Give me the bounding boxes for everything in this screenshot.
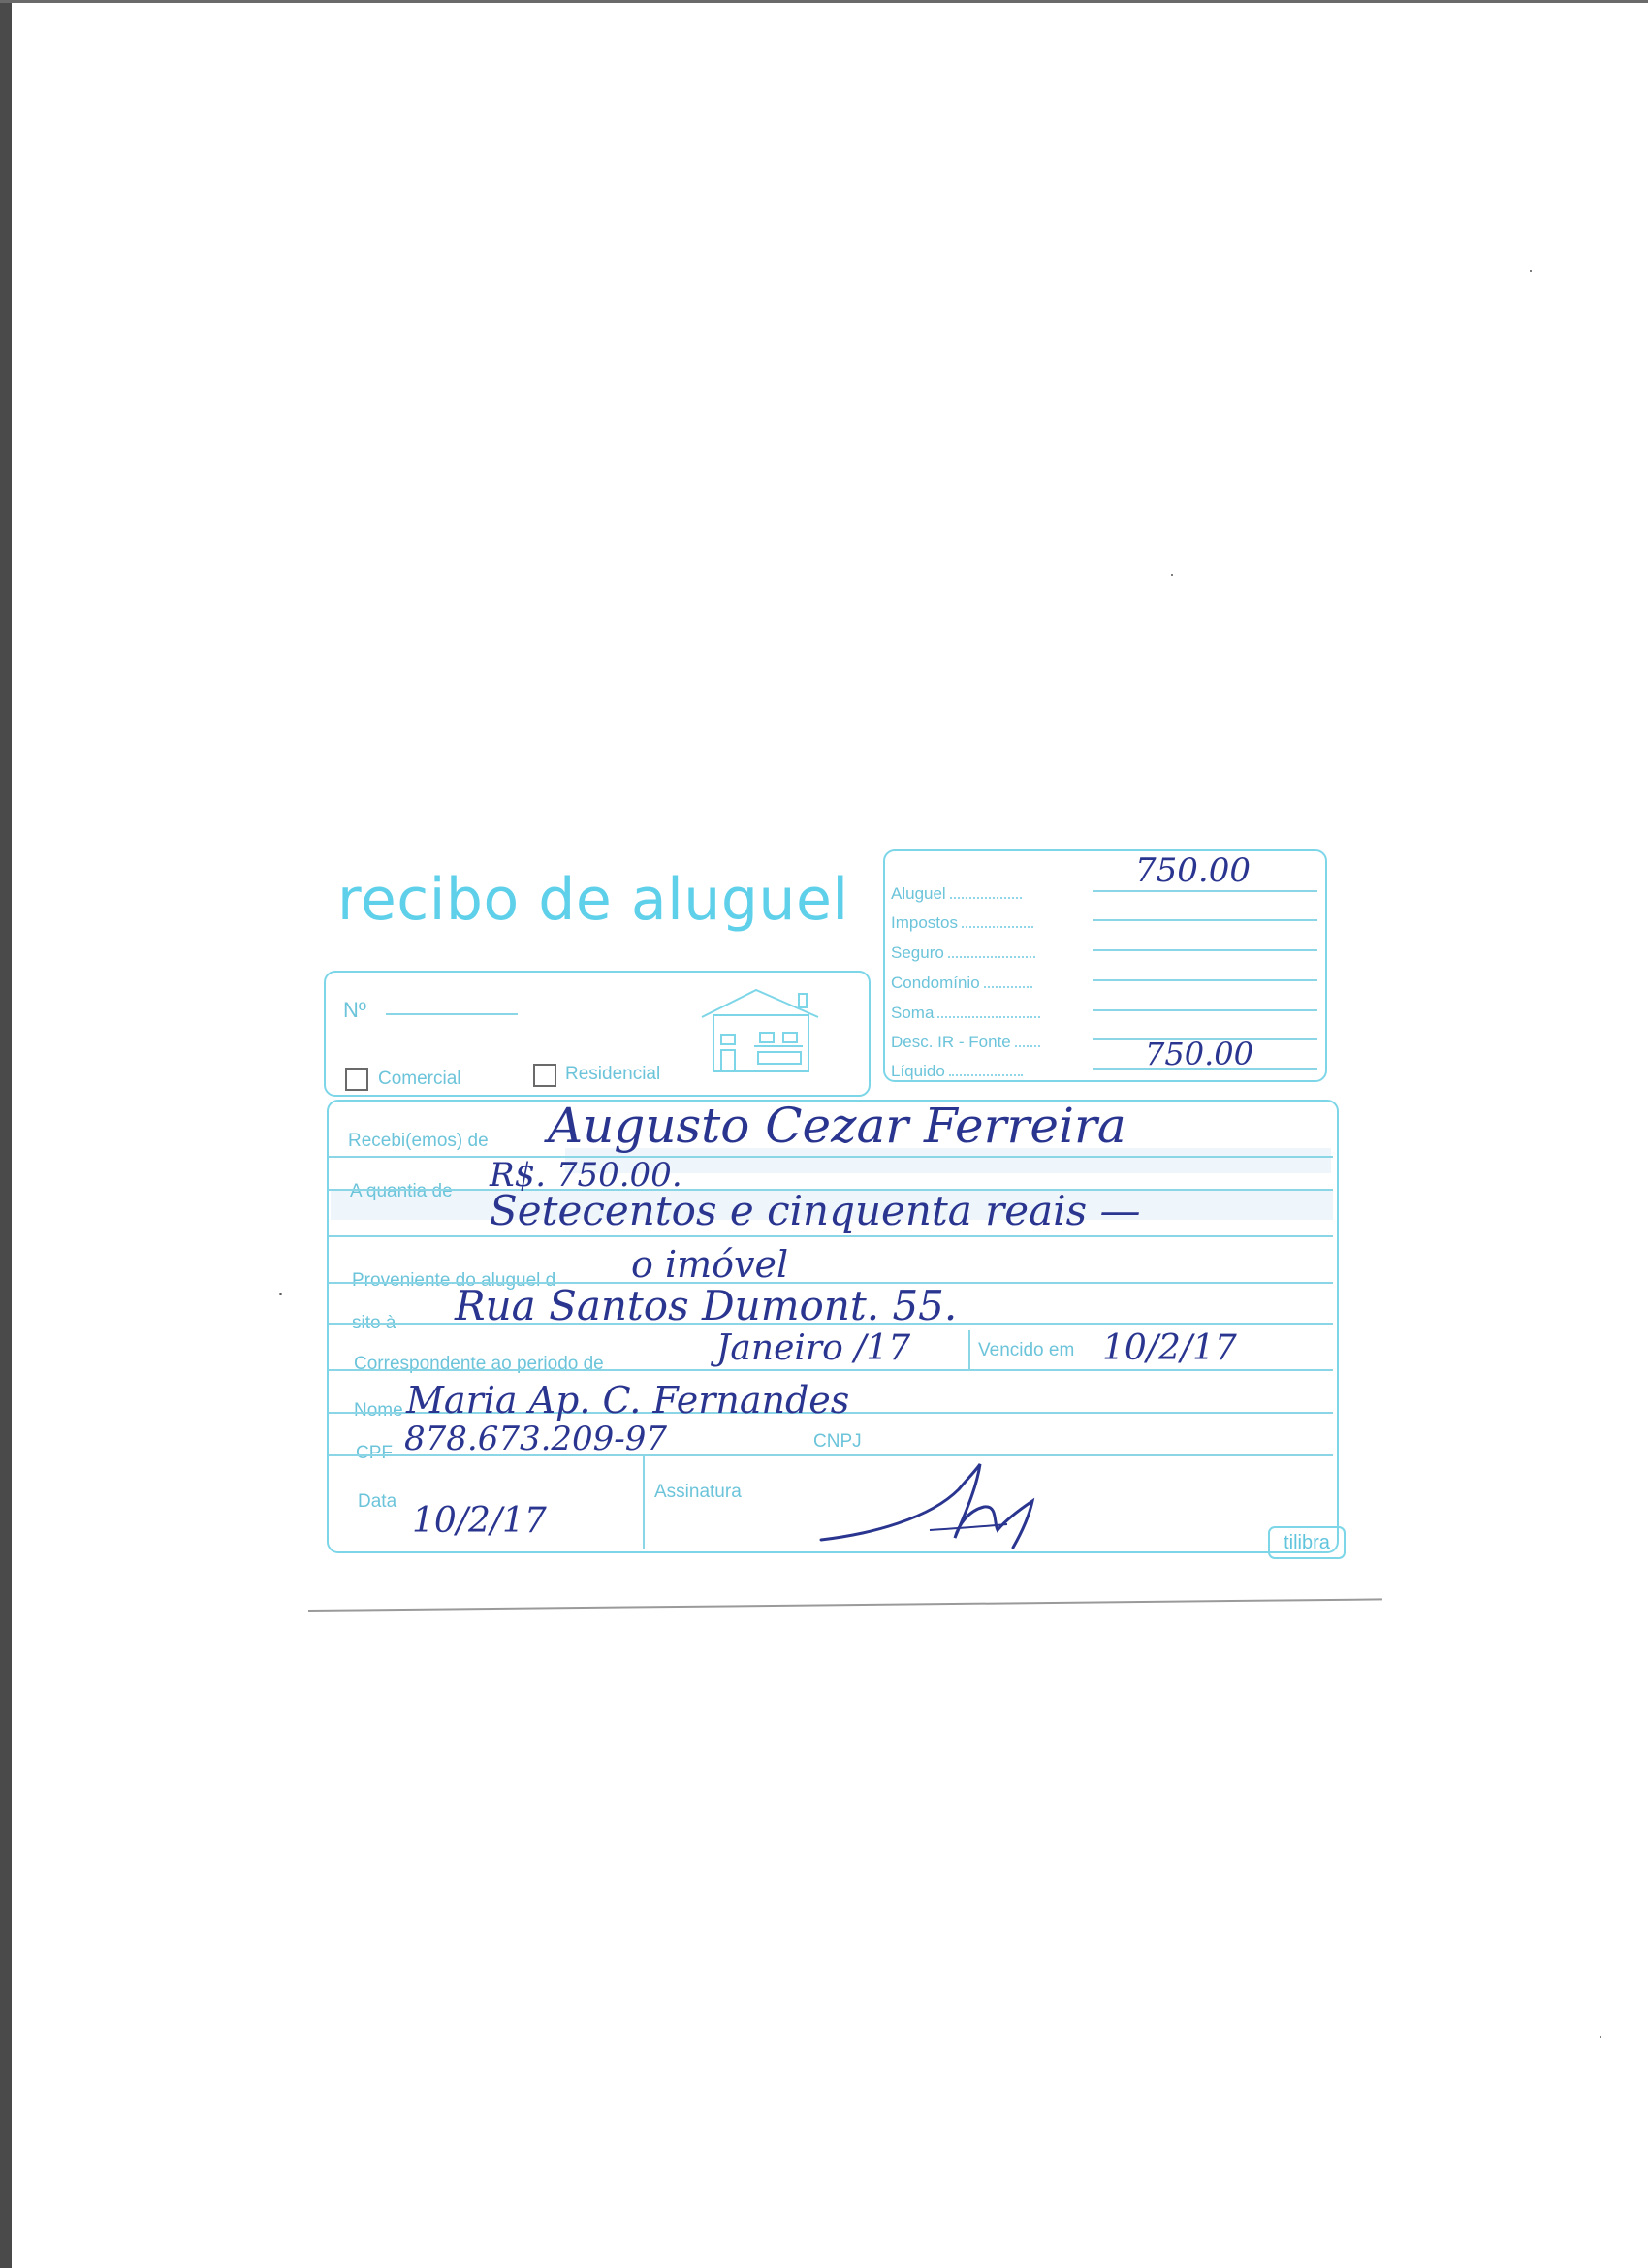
condominio-line — [1093, 979, 1317, 981]
data-label: Data — [358, 1491, 397, 1512]
liquido-label: Líquido — [891, 1062, 1023, 1081]
receipt-number-box — [324, 971, 871, 1097]
cnpj-label: CNPJ — [813, 1431, 862, 1452]
receipt-title: recibo de aluguel — [337, 866, 849, 934]
dust-speck — [1530, 270, 1532, 272]
data-value: 10/2/17 — [412, 1501, 547, 1541]
nome-value: Maria Ap. C. Fernandes — [406, 1379, 850, 1421]
impostos-label: Impostos — [891, 913, 1033, 933]
soma-line — [1093, 1009, 1317, 1011]
dust-speck — [1600, 2036, 1601, 2038]
house-icon — [700, 984, 824, 1075]
scan-edge — [0, 0, 12, 2268]
condominio-label: Condomínio — [891, 974, 1032, 993]
proveniente-label: Proveniente do aluguel d — [352, 1270, 556, 1291]
cpf-value: 878.673.209-97 — [404, 1420, 668, 1458]
numero-line — [386, 1013, 518, 1015]
vencido-label: Vencido em — [978, 1340, 1075, 1360]
sito-value: Rua Santos Dumont. 55. — [455, 1282, 958, 1329]
periodo-label: Correspondente ao periodo de — [354, 1354, 604, 1374]
seguro-label: Seguro — [891, 943, 1035, 963]
quantia-value: R$. 750.00. — [490, 1156, 682, 1195]
aluguel-label: Aluguel — [891, 884, 1022, 904]
field-line — [329, 1156, 1333, 1158]
desc-ir-label: Desc. IR - Fonte — [891, 1033, 1040, 1052]
field-divider — [968, 1330, 970, 1371]
recebi-label: Recebi(emos) de — [348, 1131, 489, 1151]
summary-box — [883, 849, 1327, 1082]
seguro-line — [1093, 949, 1317, 951]
residencial-checkbox[interactable] — [533, 1064, 556, 1087]
liquido-value: 750.00 — [1145, 1036, 1253, 1072]
receipt-bottom-edge — [308, 1598, 1382, 1612]
sito-label: sito à — [352, 1313, 396, 1333]
scan-top-edge — [0, 0, 1648, 3]
signature-image — [813, 1451, 1065, 1557]
brand-logo: tilibra — [1268, 1526, 1346, 1559]
receipt-fields-box — [327, 1100, 1339, 1553]
quantia-extenso-value: Setecentos e cinquenta reais — — [490, 1187, 1141, 1234]
residencial-label: Residencial — [565, 1064, 661, 1084]
numero-label: Nº — [343, 998, 366, 1022]
dust-speck — [1171, 574, 1173, 576]
dust-speck — [279, 1293, 282, 1295]
soma-label: Soma — [891, 1004, 1040, 1023]
field-line — [329, 1369, 1333, 1371]
nome-label: Nome — [354, 1400, 403, 1421]
proveniente-value: o imóvel — [631, 1243, 789, 1286]
aluguel-line — [1093, 890, 1317, 892]
aluguel-value: 750.00 — [1135, 851, 1251, 890]
field-line — [329, 1235, 1333, 1237]
assinatura-label: Assinatura — [654, 1482, 742, 1502]
vencido-value: 10/2/17 — [1102, 1328, 1237, 1368]
recebi-value: Augusto Cezar Ferreira — [548, 1098, 1126, 1154]
comercial-checkbox[interactable] — [345, 1068, 368, 1091]
impostos-line — [1093, 919, 1317, 921]
comercial-label: Comercial — [378, 1069, 461, 1089]
cpf-label: CPF — [356, 1443, 393, 1463]
quantia-label: A quantia de — [350, 1181, 453, 1201]
periodo-value: Janeiro /17 — [716, 1328, 911, 1368]
signature-divider — [643, 1456, 645, 1549]
